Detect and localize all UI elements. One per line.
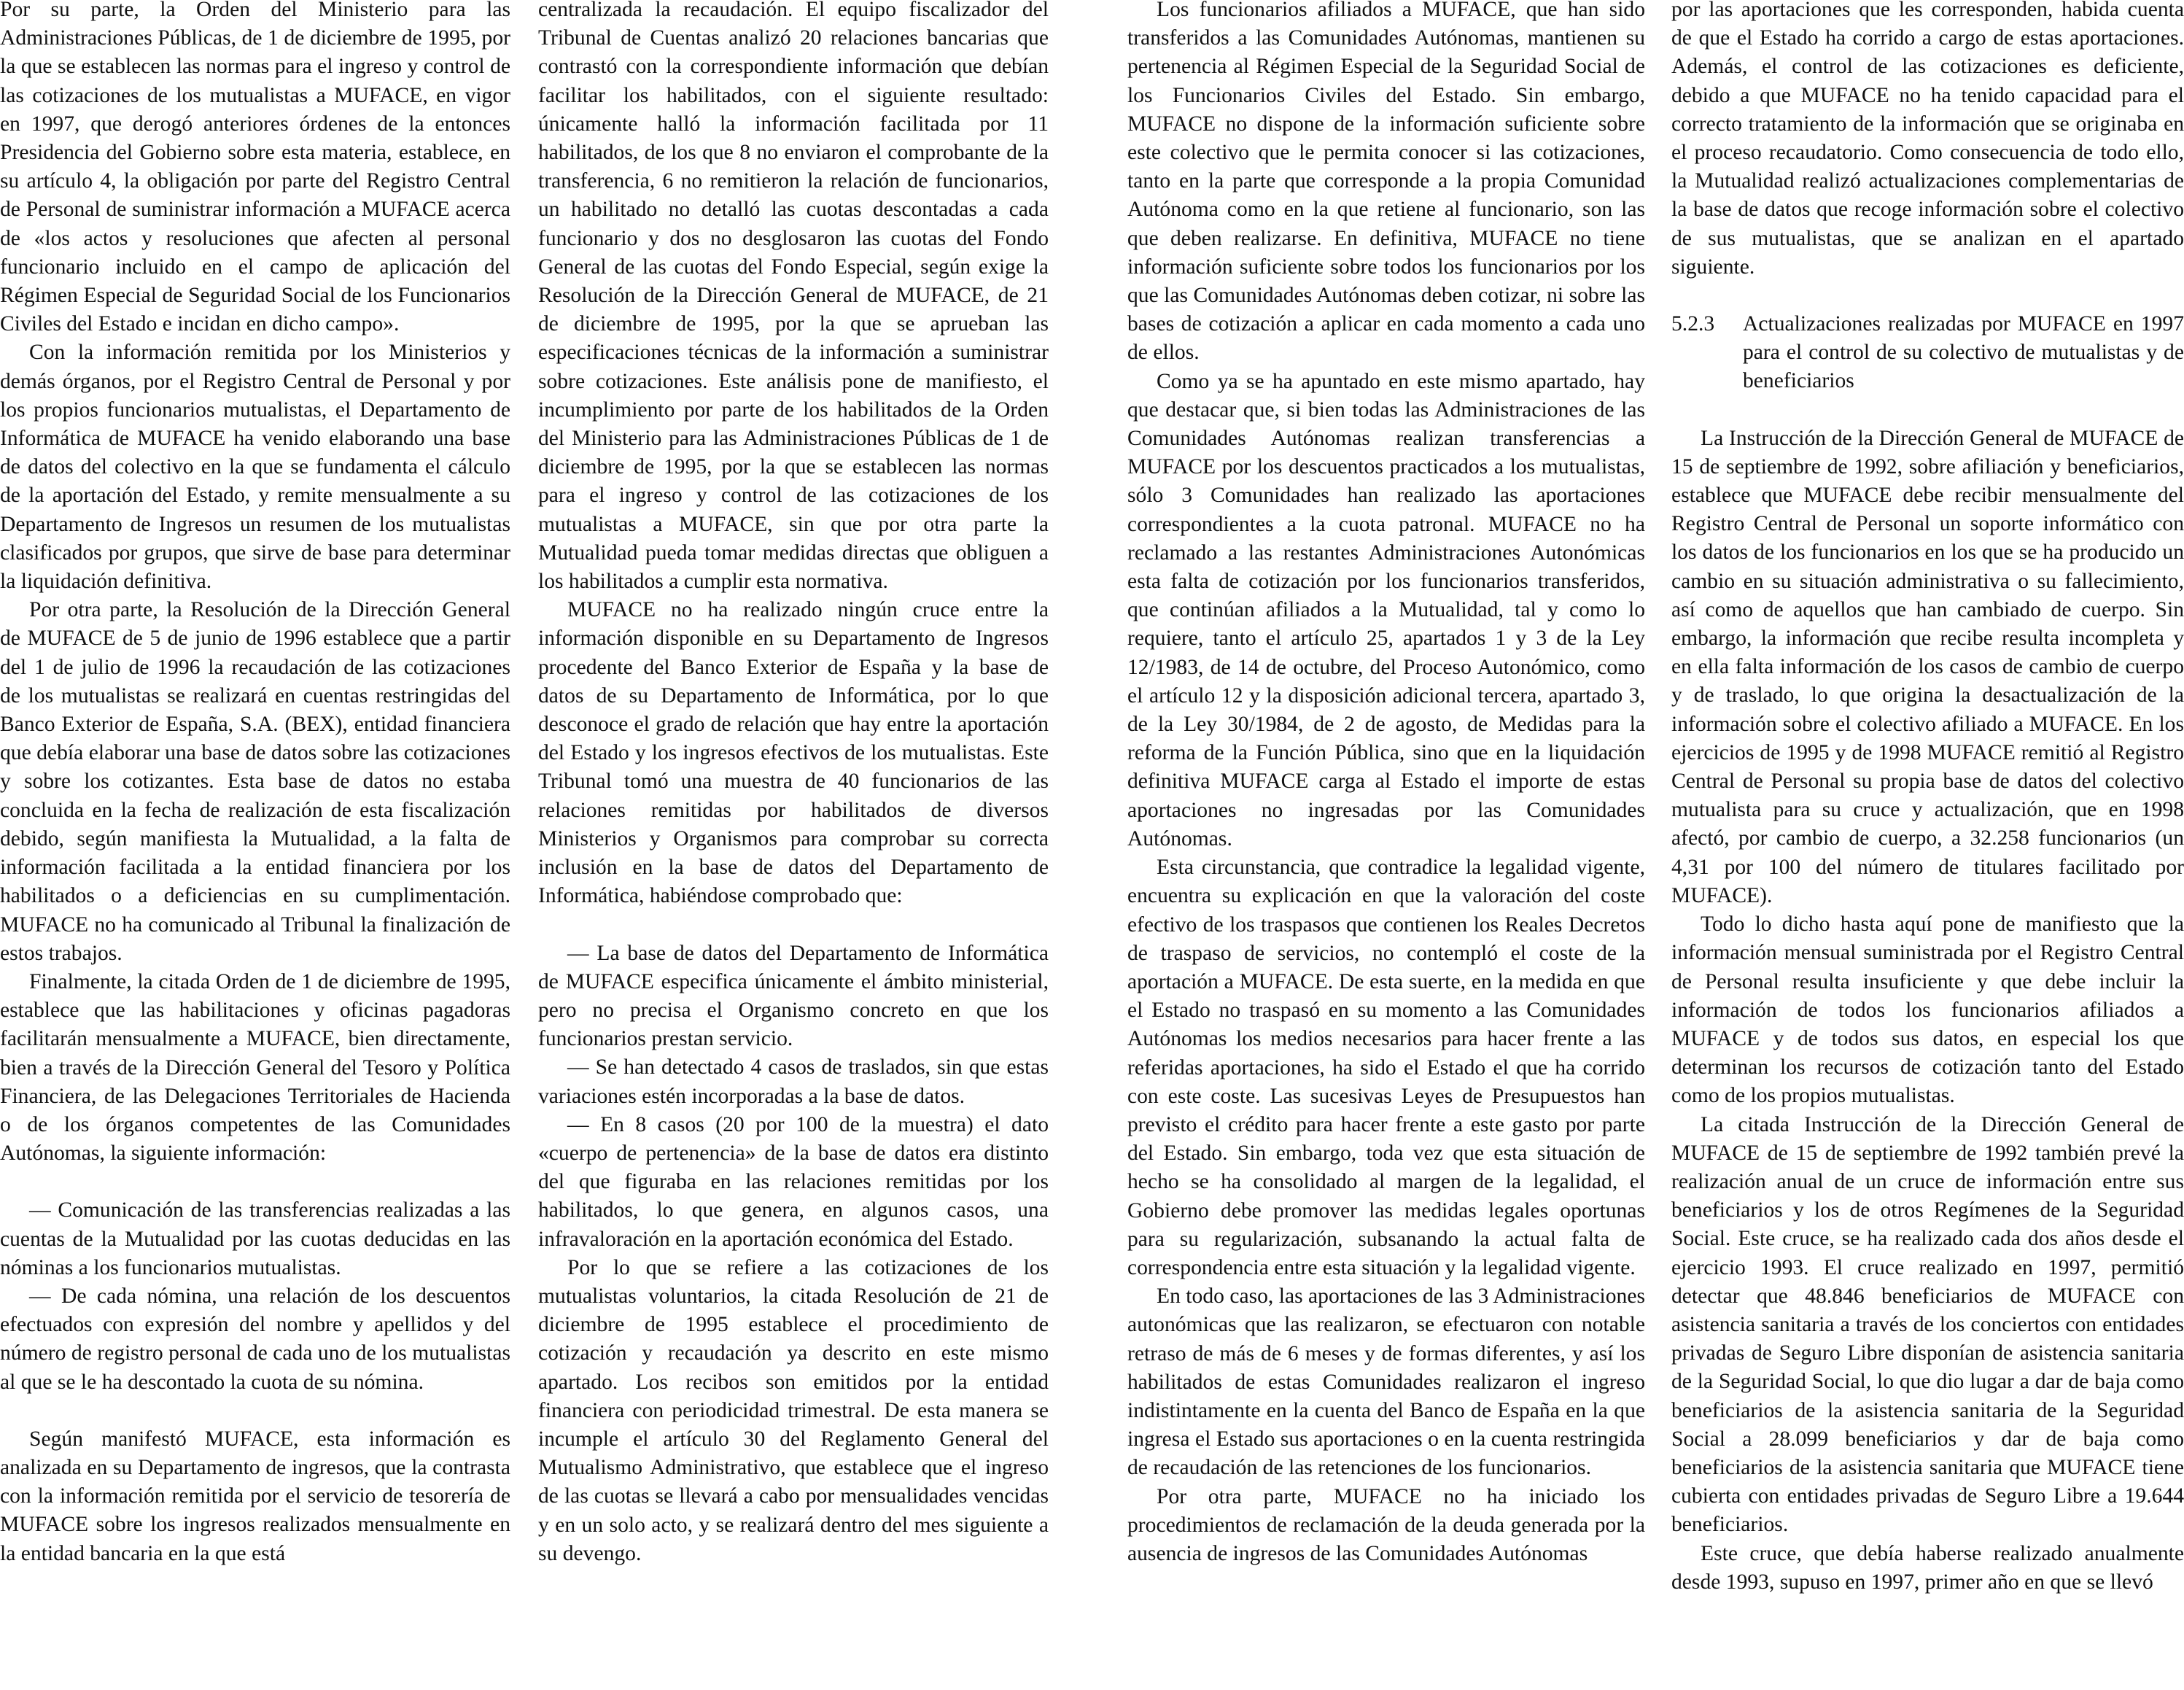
body-paragraph: Por otra parte, MUFACE no ha iniciado los procedimientos de reclamación de la deuda generada por la ausencia de ingresos de las Comunidades Autónomas: [1127, 1484, 1645, 1565]
body-paragraph: Como ya se ha apuntado en este mismo apartado, hay que destacar que, si bien todas las Administraciones de las Comunidades Autónomas realizan transferencias a MUFACE por los descuentos practicados a los mutualistas, sólo 3 Comunidades han realizado las aportaciones correspondientes a la cuota patronal. MUFACE no ha reclamado a las restantes Administraciones Autonómicas esta falta de cotización por los funcionarios transferidos, que continúan afiliados a la Mutualidad, tal y como lo requiere, tanto el artículo 25, apartados 1 y 3 de la Ley 12/1983, de 14 de octubre, del Proceso Autonómico, como el artículo 12 y la disposición adicional tercera, apartado 3, de la Ley 30/1984, de 2 de agosto, de Medidas para la reforma de la Función Pública, sino que en la liquidación definitiva MUFACE carga al Estado el importe de estas aportaciones no ingresadas por las Comunidades Autónomas.: [1127, 369, 1645, 850]
body-paragraph: centralizada la recaudación. El equipo fiscalizador del Tribunal de Cuentas analizó 20 relaciones bancarias que contrastó con la correspondiente información que debían facilitar los habilitados, con el siguiente resultado: únicamente halló la información facilitada por 11 habilitados, de los que 8 no enviaron el comprobante de la transferencia, 6 no remitieron la relación de funcionarios, un habilitado no detalló las cuotas descontadas a cada funcionario y dos no desglosaron las cuotas del Fondo General de las cuotas del Fondo Especial, según exige la Resolución de la Dirección General de MUFACE, de 21 de diciembre de 1995, por la que se aprueban las especificaciones técnicas de la información a suministrar sobre cotizaciones. Este análisis pone de manifiesto, el incumplimiento por parte de los habilitados de la Orden del Ministerio para las Administraciones Públicas de 1 de diciembre de 1995, por la que se establecen las normas para el ingreso y control de las cotizaciones de los mutualistas a MUFACE, sin que por otra parte la Mutualidad pueda tomar medidas directas que obliguen a los habilitados a cumplir esta normativa.: [538, 0, 1049, 594]
body-paragraph: Los funcionarios afiliados a MUFACE, que han sido transferidos a las Comunidades Autónomas, mantienen su pertenencia al Régimen Especial de la Seguridad Social de los Funcionarios Civiles del Estado. Sin embargo, MUFACE no dispone de la información suficiente sobre este colectivo que le permita conocer si las cotizaciones, tanto en la parte que corresponde a la propia Comunidad Autónoma como en la que retiene al funcionario, son las que deben realizarse. En definitiva, MUFACE no tiene información suficiente sobre todos los funcionarios por los que las Comunidades Autónomas deben cotizar, ni sobre las bases de cotización a aplicar en cada momento a cada uno de ellos.: [1127, 0, 1645, 365]
body-paragraph: Por lo que se refiere a las cotizaciones de los mutualistas voluntarios, la citada Resolución de 21 de diciembre de 1995 establece el procedimiento de cotización y recaudación ya descrito en este mismo apartado. Los recibos son emitidos por la entidad financiera con periodicidad trimestral. De esta manera se incumple el artículo 30 del Reglamento General del Mutualismo Administrativo, que establece que el ingreso de las cuotas se llevará a cabo por mensualidades vencidas y en un solo acto, y se realizará dentro del mes siguiente a su devengo.: [538, 1255, 1049, 1565]
body-paragraph: — En 8 casos (20 por 100 de la muestra) el dato «cuerpo de pertenencia» de la base de datos era distinto del que figuraba en las relaciones remitidas por los habilitados, lo que genera, en algunos casos, una infravaloración en la aportación económica del Estado.: [538, 1112, 1049, 1251]
section-title: Actualizaciones realizadas por MUFACE en 1997 para el control de su colectivo de mutualistas y de beneficiarios: [1743, 312, 2184, 393]
text-column-3: [1127, 0, 1645, 1690]
text-column-2: [538, 0, 1049, 1690]
body-paragraph: En todo caso, las aportaciones de las 3 Administraciones autonómicas que las realizaron, se efectuaron con notable retraso de más de 6 meses y de formas diferentes, y así los habilitados de estas Comunidades realizaron el ingreso indistintamente en la cuenta del Banco de España en la que ingresa el Estado sus aportaciones o en la cuenta restringida de recaudación de las retenciones de los funcionarios.: [1127, 1284, 1645, 1480]
body-paragraph: Según manifestó MUFACE, esta información es analizada en su Departamento de ingresos, que la contrasta con la información remitida por el servicio de tesorería de MUFACE sobre los ingresos realizados mensualmente en la entidad bancaria en la que está: [0, 1427, 510, 1565]
body-paragraph: Finalmente, la citada Orden de 1 de diciembre de 1995, establece que las habilitaciones y oficinas pagadoras facilitarán mensualmente a MUFACE, bien directamente, bien a través de la Dirección General del Tesoro y Política Financiera, de las Delegaciones Territoriales de Hacienda o de los órganos competentes de las Comunidades Autónomas, la siguiente información:: [0, 969, 510, 1166]
body-paragraph: Con la información remitida por los Ministerios y demás órganos, por el Registro Central de Personal y por los propios funcionarios mutualistas, el Departamento de Informática de MUFACE ha venido elaborando una base de datos del colectivo en la que se fundamenta el cálculo de la aportación del Estado, y remite mensualmente a su Departamento de Ingresos un resumen de los mutualistas clasificados por grupos, que sirve de base para determinar la liquidación definitiva.: [0, 341, 510, 594]
body-paragraph: La citada Instrucción de la Dirección General de MUFACE de 15 de septiembre de 1992 también prevé la realización anual de un cruce de información entre sus beneficiarios y los de otros Regímenes de la Seguridad Social. Este cruce, se ha realizado cada dos años desde el ejercicio 1993. El cruce realizado en 1997, permitió detectar que 48.846 beneficiarios de MUFACE con asistencia sanitaria a través de los conciertos con entidades privadas de Seguro Libre disponían de asistencia sanitaria de la Seguridad Social, lo que dio lugar a dar de baja como beneficiarios de la asistencia sanitaria de la Seguridad Social a 28.099 beneficiarios y dar de baja como beneficiarios de la asistencia sanitaria que MUFACE tiene cubierta con entidades privadas de Seguro Libre a 19.644 beneficiarios.: [1671, 1112, 2184, 1537]
body-paragraph: por las aportaciones que les corresponden, habida cuenta de que el Estado ha corrido a cargo de estas aportaciones. Además, el control de las cotizaciones es deficiente, debido a que MUFACE no ha tenido capacidad para el correcto tratamiento de la información que se originaba en el proceso recaudatorio. Como consecuencia de todo ello, la Mutualidad realizó actualizaciones complementarias de la base de datos que recoge información sobre el colectivo de sus mutualistas, que se analizan en el apartado siguiente.: [1671, 0, 2184, 279]
section-heading: [1671, 310, 2184, 396]
body-paragraph: La Instrucción de la Dirección General de MUFACE de 15 de septiembre de 1992, sobre afiliación y beneficiarios, establece que MUFACE debe recibir mensualmente del Registro Central de Personal un soporte informático con los datos de los funcionarios en los que se ha producido un cambio en su situación administrativa o su fallecimiento, así como de aquellos que han cambiado de cuerpo. Sin embargo, la información que recibe resulta incompleta y en ella falta información de los casos de cambio de cuerpo y de traslado, lo que origina la desactualización de la información sobre el colectivo afiliado a MUFACE. En los ejercicios de 1995 y de 1998 MUFACE remitió al Registro Central de Personal su propia base de datos del colectivo mutualista para su cruce y actualización, que en 1998 afectó, por cambio de cuerpo, a 32.258 funcionarios (un 4,31 por 100 del número de titulares facilitado por MUFACE).: [1671, 426, 2184, 907]
body-paragraph: Por otra parte, la Resolución de la Dirección General de MUFACE de 5 de junio de 1996 establece que a partir del 1 de julio de 1996 la recaudación de las cotizaciones de los mutualistas se realizará en cuentas restringidas del Banco Exterior de España, S.A. (BEX), entidad financiera que debía elaborar una base de datos sobre las cotizaciones y sobre los cotizantes. Esta base de datos no estaba concluida en la fecha de realización de esta fiscalización debido, según manifiesta la Mutualidad, a la falta de información facilitada a la entidad financiera por los habilitados o a deficiencias en su cumplimentación. MUFACE no ha comunicado al Tribunal la finalización de estos trabajos.: [0, 598, 510, 965]
text-column-1: [0, 0, 510, 1690]
text-column-4: [1671, 0, 2184, 1690]
body-paragraph: Esta circunstancia, que contradice la legalidad vigente, encuentra su explicación en que la valoración del coste efectivo de los traspasos que contienen los Reales Decretos de traspaso de servicios, no contempló el coste de la aportación a MUFACE. De esta suerte, en la medida en que el Estado no traspasó en su momento a las Comunidades Autónomas los medios necesarios para hacer frente a las referidas aportaciones, ha sido el Estado el que ha corrido con este coste. Las sucesivas Leyes de Presupuestos han previsto el crédito para hacer frente a este gasto por parte del Estado. Sin embargo, toda vez que esta situación de hecho se ha consolidado al margen de la legalidad, el Gobierno debe promover las medidas legales oportunas para su regularización, subsanando la actual falta de correspondencia entre esta situación y la legalidad vigente.: [1127, 856, 1645, 1279]
body-paragraph: — Se han detectado 4 casos de traslados, sin que estas variaciones estén incorporadas a la base de datos.: [538, 1055, 1049, 1108]
section-number: 5.2.3: [1671, 312, 1715, 336]
body-paragraph: Todo lo dicho hasta aquí pone de manifiesto que la información mensual suministrada por el Registro Central de Personal resulta insuficiente y que debe incluir la información de todos los funcionarios afiliados a MUFACE y de todos sus datos, en especial los que determinan los recursos de cotización tanto del Estado como de los propios mutualistas.: [1671, 912, 2184, 1108]
body-paragraph: Por su parte, la Orden del Ministerio para las Administraciones Públicas, de 1 de diciembre de 1995, por la que se establecen las normas para el ingreso y control de las cotizaciones de los mutualistas a MUFACE, en vigor en 1997, que derogó anteriores órdenes de la entonces Presidencia del Gobierno sobre esta materia, establece, en su artículo 4, la obligación por parte del Registro Central de Personal de suministrar información a MUFACE acerca de «los actos y resoluciones que afecten al personal funcionario incluido en el campo de aplicación del Régimen Especial de Seguridad Social de los Funcionarios Civiles del Estado e incidan en dicho campo».: [0, 0, 510, 336]
body-paragraph: — La base de datos del Departamento de Informática de MUFACE especifica únicamente el ámbito ministerial, pero no precisa el Organismo concreto en que los funcionarios prestan servicio.: [538, 941, 1049, 1051]
body-paragraph: MUFACE no ha realizado ningún cruce entre la información disponible en su Departamento de Ingresos procedente del Banco Exterior de España y la base de datos de su Departamento de Informática, por lo que desconoce el grado de relación que hay entre la aportación del Estado y los ingresos efectivos de los mutualistas. Este Tribunal tomó una muestra de 40 funcionarios de las relaciones remitidas por habilitados de diversos Ministerios y Organismos para comprobar su correcta inclusión en la base de datos del Departamento de Informática, habiéndose comprobado que:: [538, 598, 1049, 908]
body-paragraph: Este cruce, que debía haberse realizado anualmente desde 1993, supuso en 1997, primer año en que se llevó: [1671, 1541, 2184, 1594]
body-paragraph: — Comunicación de las transferencias realizadas a las cuentas de la Mutualidad por las cuotas deducidas en las nóminas a los funcionarios mutualistas.: [0, 1198, 510, 1279]
body-paragraph: — De cada nómina, una relación de los descuentos efectuados con expresión del nombre y apellidos y del número de registro personal de cada uno de los mutualistas al que se le ha descontado la cuota de su nómina.: [0, 1284, 510, 1394]
